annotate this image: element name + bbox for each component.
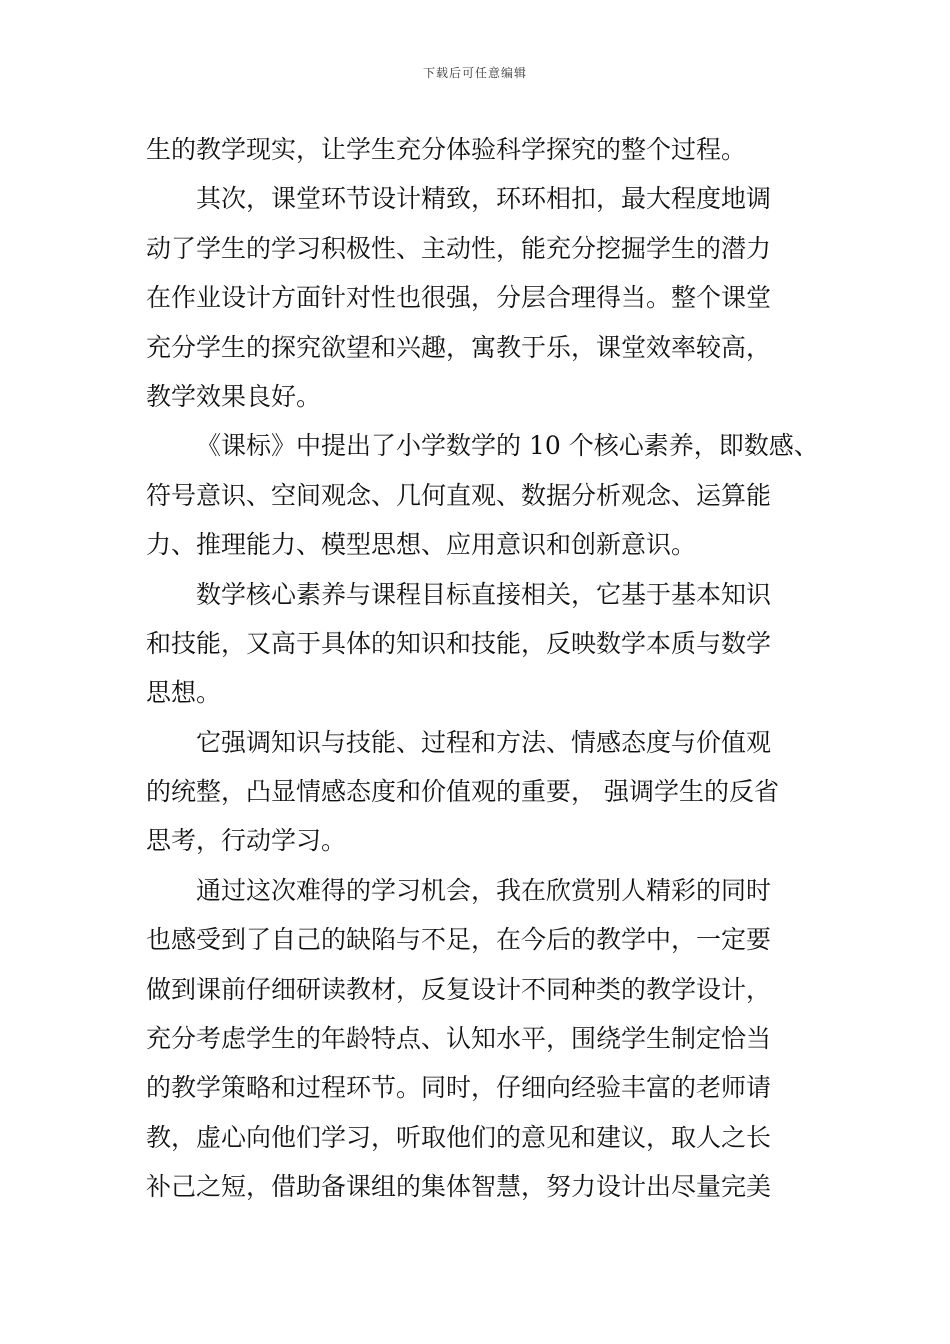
text-line: 数学核心素养与课程目标直接相关，它基于基本知识 (196, 579, 772, 609)
text-line: 做到课前仔细研读教材，反复设计不同种类的教学设计， (146, 974, 772, 1004)
text-line: 充分学生的探究欲望和兴趣，寓教于乐，课堂效率较高， (146, 332, 772, 362)
text-line: 通过这次难得的学习机会，我在欣赏别人精彩的同时 (196, 875, 772, 905)
text-line: 《课标》中提出了小学数学的 10 个核心素养，即数感、 (196, 431, 819, 461)
text-line: 的统整，凸显情感态度和价值观的重要， 强调学生的反省 (146, 777, 779, 807)
text-line: 它强调知识与技能、过程和方法、情感态度与价值观 (196, 727, 772, 757)
text-line: 和技能，又高于具体的知识和技能，反映数学本质与数学 (146, 628, 772, 658)
text-line: 也感受到了自己的缺陷与不足，在今后的教学中，一定要 (146, 925, 772, 955)
text-line: 教，虚心向他们学习，听取他们的意见和建议，取人之长 (146, 1122, 772, 1152)
text-line: 教学效果良好。 (146, 381, 322, 411)
page-header: 下载后可任意编辑 (422, 66, 527, 80)
text-line: 在作业设计方面针对性也很强，分层合理得当。整个课堂 (146, 283, 772, 313)
text-line: 生的教学现实，让学生充分体验科学探究的整个过程。 (146, 135, 747, 164)
text-line: 思考，行动学习。 (146, 826, 347, 856)
text-line: 力、推理能力、模型思想、应用意识和创新意识。 (146, 530, 697, 560)
text-line: 动了学生的学习积极性、主动性，能充分挖掘学生的潜力 (146, 233, 772, 263)
document-body (146, 125, 826, 1212)
text-line: 符号意识、空间观念、几何直观、数据分析观念、运算能 (146, 480, 772, 510)
text-line: 充分考虑学生的年龄特点、认知水平，围绕学生制定恰当 (146, 1024, 772, 1054)
text-line: 其次，课堂环节设计精致，环环相扣，最大程度地调 (196, 184, 772, 214)
text-line: 补己之短，借助备课组的集体智慧，努力设计出尽量完美 (146, 1172, 772, 1202)
text-line: 思想。 (146, 678, 222, 708)
text-line: 的教学策略和过程环节。同时，仔细向经验丰富的老师请 (146, 1073, 772, 1103)
